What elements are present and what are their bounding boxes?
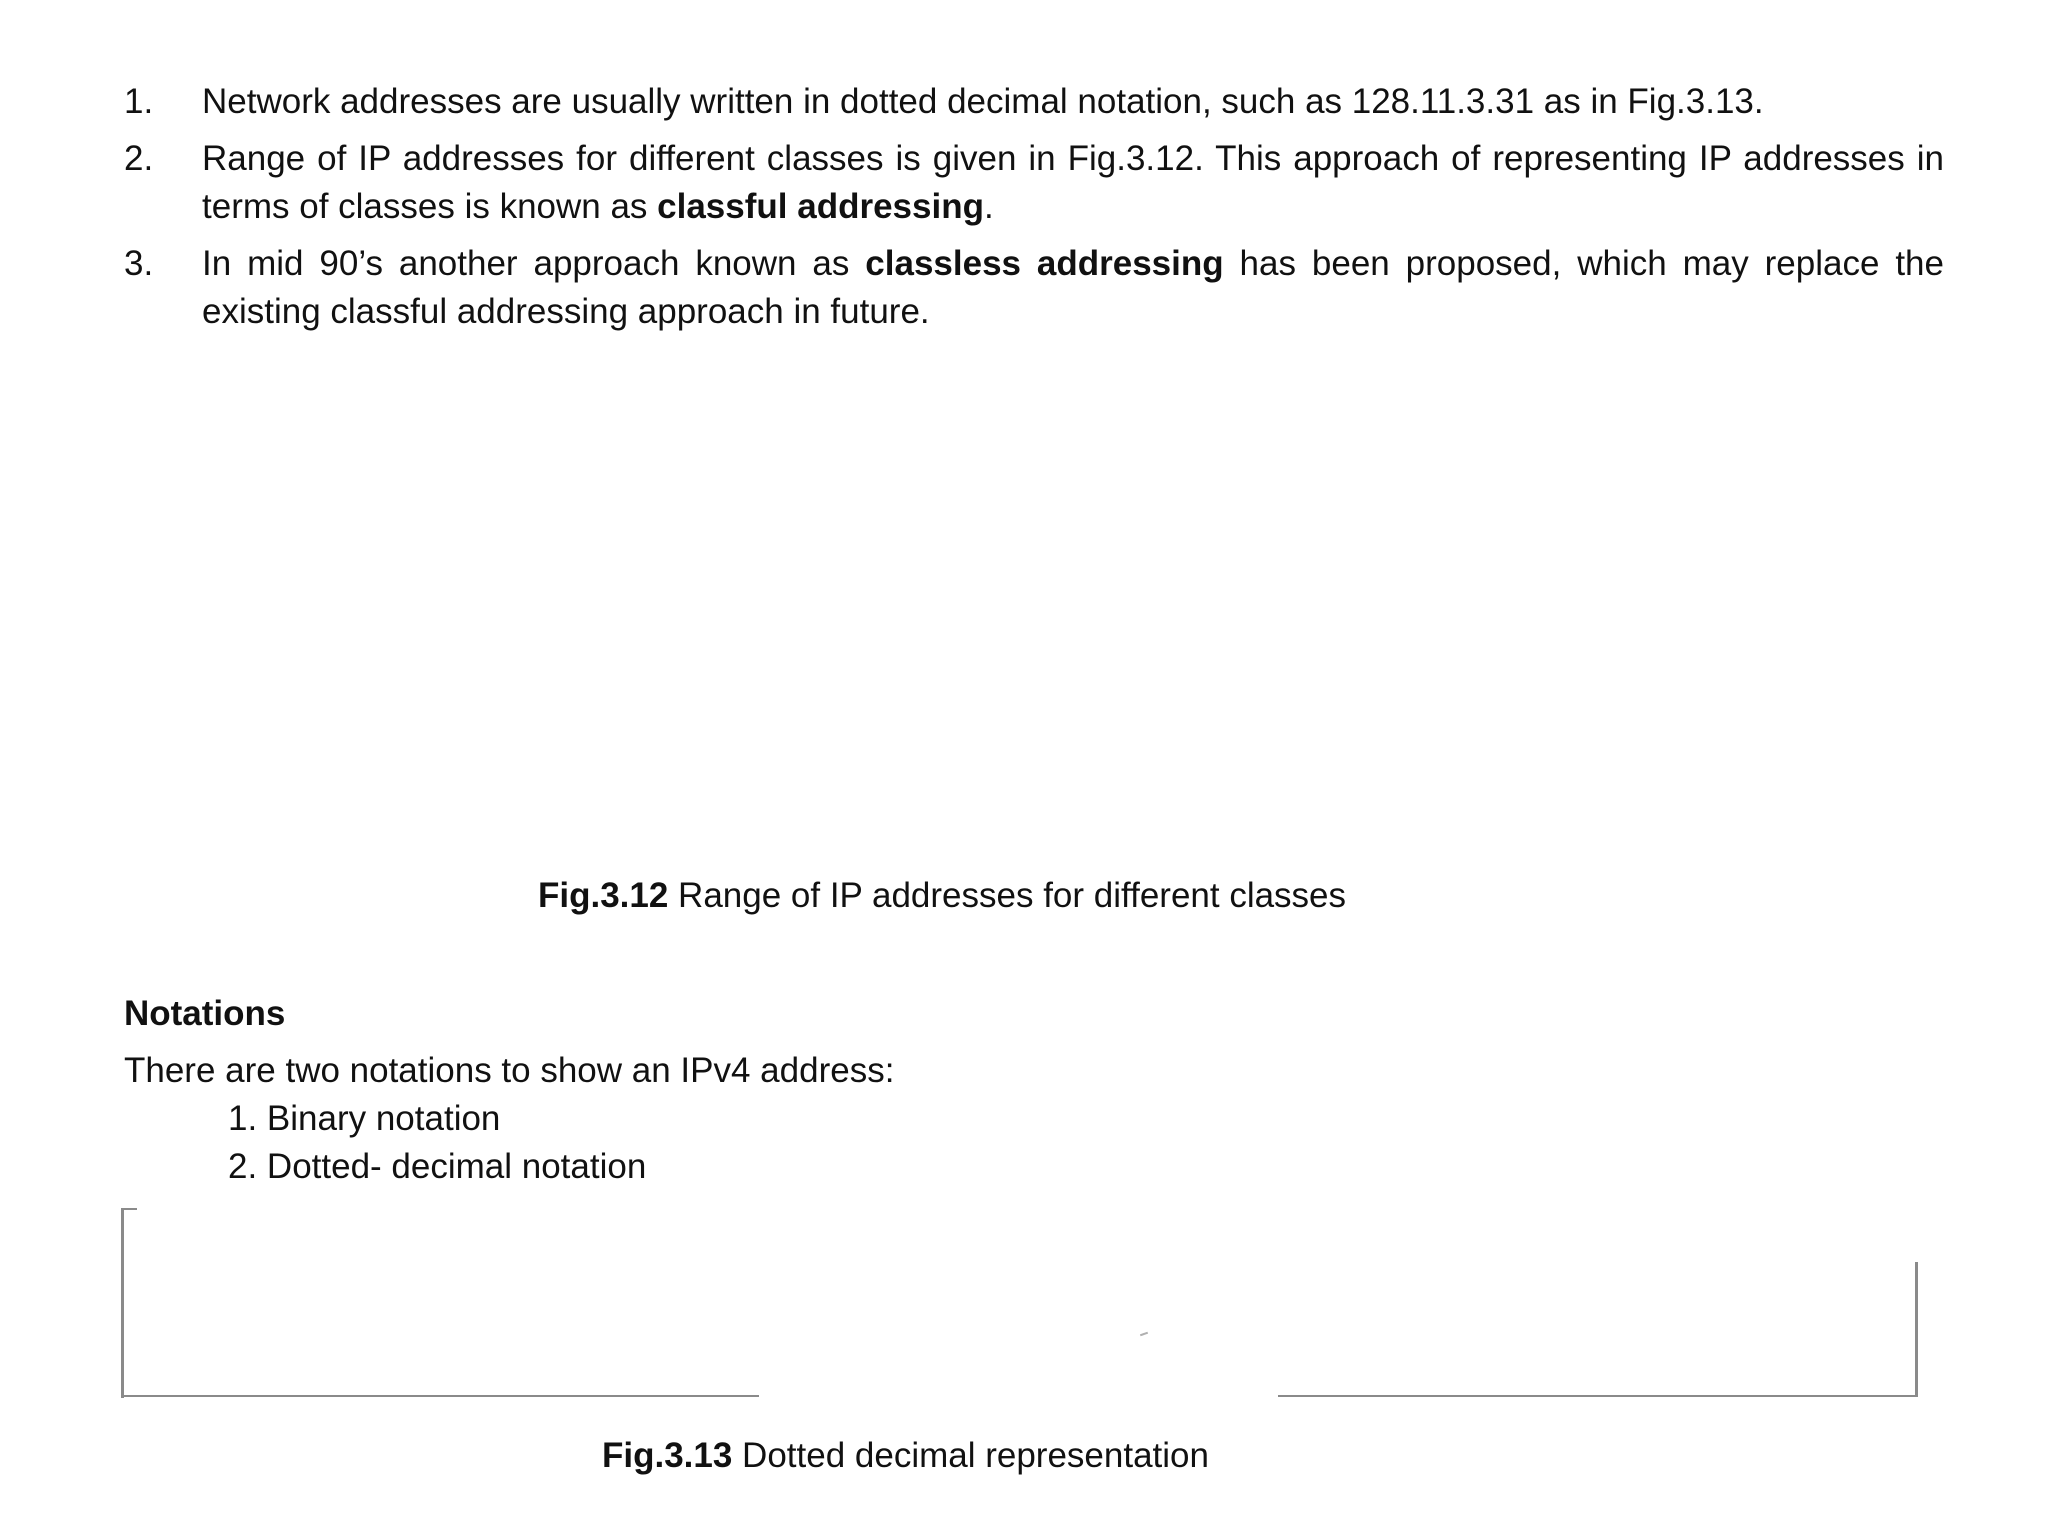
list-item xyxy=(124,78,1944,126)
figure-caption-text: Range of IP addresses for different classes xyxy=(668,876,1347,915)
notation-item: 1. Binary notation xyxy=(228,1099,501,1138)
figure-3-13-caption xyxy=(602,1432,1209,1480)
list-item-text-start: In mid 90’s another approach known as xyxy=(202,244,866,283)
list-item-number: 2. xyxy=(124,139,154,178)
list-item-text xyxy=(202,240,1944,336)
numbered-list xyxy=(124,78,1944,345)
figure-label: Fig.3.12 xyxy=(538,876,669,915)
figure-caption-text: Dotted decimal representation xyxy=(732,1436,1209,1475)
list-item-bold-term: classless addressing xyxy=(865,244,1224,283)
figure-3-12-caption xyxy=(538,872,1346,920)
figure-frame-right-edge xyxy=(1915,1262,1918,1397)
figure-label: Fig.3.13 xyxy=(602,1436,733,1475)
list-item-bold-term: classful addressing xyxy=(657,187,984,226)
figure-frame-left-edge xyxy=(121,1208,124,1398)
figure-artifact-mark xyxy=(1140,1332,1148,1337)
list-item-number: 3. xyxy=(124,244,154,283)
list-item-text-start: Network addresses are usually written in dotted decimal notation, such as 128.11.3.31 as in Fig.3.13. xyxy=(202,82,1764,121)
notation-list xyxy=(228,1095,646,1185)
list-item-text-end: has been proposed, which may replace the existing classful addressing approach in future. xyxy=(202,244,1944,331)
list-item-text-start: Range of IP addresses for different classes is given in Fig.3.12. This approach of representing IP addresses in terms of classes is known as xyxy=(202,139,1944,226)
notation-item: 2. Dotted- decimal notation xyxy=(228,1147,647,1185)
list-item-text xyxy=(202,135,1944,231)
section-heading: Notations xyxy=(124,994,286,1033)
list-item-text xyxy=(202,78,1944,126)
list-item-text-end: . xyxy=(983,187,994,226)
figure-frame-corner xyxy=(121,1208,137,1210)
list-item-number: 1. xyxy=(124,82,154,121)
list-item xyxy=(124,240,1944,336)
figure-frame-bottom-edge xyxy=(1278,1395,1918,1397)
figure-frame-bottom-edge xyxy=(121,1395,759,1397)
list-item xyxy=(124,135,1944,231)
section-intro: There are two notations to show an IPv4 address: xyxy=(124,1051,895,1090)
